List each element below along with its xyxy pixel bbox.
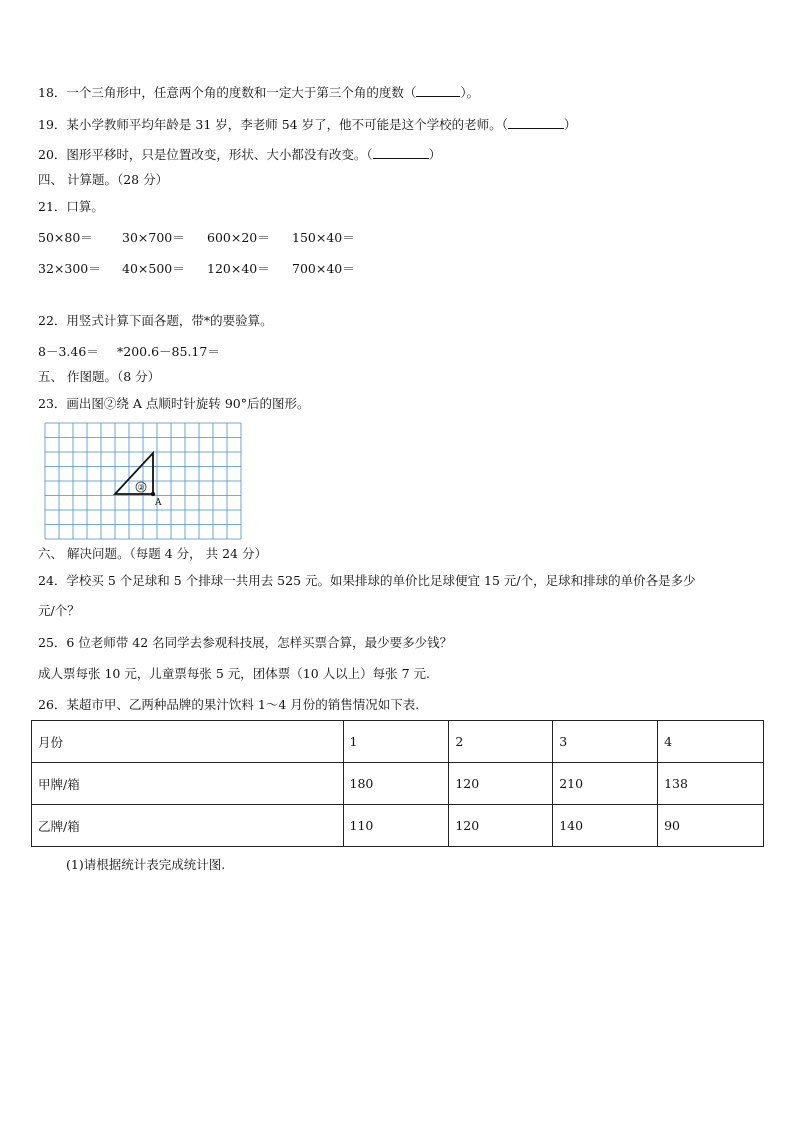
section-6-heading: 六、 解决问题。（每题 4 分， 共 24 分） xyxy=(38,546,267,561)
table-header-cell: 2 xyxy=(449,721,553,763)
question-25-line-2: 成人票每张 10 元，儿童票每张 5 元，团体票（10 人以上）每张 7 元. xyxy=(38,666,431,681)
point-a xyxy=(151,492,155,496)
table-cell: 180 xyxy=(343,763,449,805)
question-20-tail: ） xyxy=(428,147,442,162)
oral-calc-1-2: 30×700＝ xyxy=(122,230,185,245)
question-25-line-1: 25．6 位老师带 42 名同学去参观科技展，怎样买票合算，最少要多少钱？ xyxy=(38,635,453,650)
rotation-grid-figure xyxy=(44,422,242,544)
table-cell: 210 xyxy=(553,763,658,805)
point-a-label: A xyxy=(155,498,162,508)
oral-calc-2-4: 700×40＝ xyxy=(292,261,355,276)
grid-lines xyxy=(45,423,241,539)
table-cell: 120 xyxy=(449,763,553,805)
table-header-cell: 月份 xyxy=(32,721,344,763)
table-cell: 140 xyxy=(553,805,658,847)
table-cell: 120 xyxy=(449,805,553,847)
question-18-text: 18．一个三角形中，任意两个角的度数和一定大于第三个角的度数（ xyxy=(38,85,417,100)
table-row xyxy=(32,763,764,805)
question-26-sub-1: (1)请根据统计表完成统计图. xyxy=(66,857,226,872)
table-header-cell: 3 xyxy=(553,721,658,763)
oral-calc-1-3: 600×20＝ xyxy=(207,230,270,245)
question-21: 21．口算。 xyxy=(38,199,104,214)
question-18-tail: ）。 xyxy=(460,85,480,100)
answer-blank-20[interactable] xyxy=(373,146,429,159)
question-23: 23．画出图②绕 A 点顺时针旋转 90°后的图形。 xyxy=(38,396,310,411)
question-26: 26．某超市甲、乙两种品牌的果汁饮料 1～4 月份的销售情况如下表. xyxy=(38,697,420,712)
section-4-heading: 四、 计算题。（28 分） xyxy=(38,172,169,187)
table-cell: 110 xyxy=(343,805,449,847)
table-header-row xyxy=(32,721,764,763)
oral-calc-2-1: 32×300＝ xyxy=(38,261,101,276)
question-20 xyxy=(38,146,441,163)
oral-calc-2-2: 40×500＝ xyxy=(122,261,185,276)
question-19-text: 19．某小学教师平均年龄是 31 岁，李老师 54 岁了，他不可能是这个学校的老师。（ xyxy=(38,117,508,132)
oral-calc-2-3: 120×40＝ xyxy=(207,261,270,276)
question-18 xyxy=(38,84,479,101)
table-cell: 90 xyxy=(658,805,764,847)
grid-svg xyxy=(44,422,242,540)
oral-calc-1-4: 150×40＝ xyxy=(292,230,355,245)
table-cell: 138 xyxy=(658,763,764,805)
question-19-tail: ） xyxy=(563,117,577,132)
sales-table xyxy=(31,720,764,847)
shape-label: ② xyxy=(137,483,145,492)
table-cell: 甲牌/箱 xyxy=(32,763,344,805)
table-cell: 乙牌/箱 xyxy=(32,805,344,847)
question-24-line-2: 元/个？ xyxy=(38,603,80,618)
written-calc-1: 8－3.46＝ xyxy=(38,344,99,359)
question-24-line-1: 24．学校买 5 个足球和 5 个排球一共用去 525 元。如果排球的单价比足球便宜 15 元/个，足球和排球的单价各是多少 xyxy=(38,573,696,588)
question-19 xyxy=(38,116,576,133)
answer-blank-18[interactable] xyxy=(416,84,460,97)
question-20-text: 20．图形平移时，只是位置改变，形状、大小都没有改变。（ xyxy=(38,147,373,162)
written-calc-2: *200.6－85.17＝ xyxy=(117,344,220,359)
section-5-heading: 五、 作图题。（8 分） xyxy=(38,369,161,384)
table-row xyxy=(32,805,764,847)
triangle-shape-2 xyxy=(115,453,153,494)
table-header-cell: 4 xyxy=(658,721,764,763)
oral-calc-1-1: 50×80＝ xyxy=(38,230,93,245)
table-header-cell: 1 xyxy=(343,721,449,763)
answer-blank-19[interactable] xyxy=(508,116,564,129)
question-22: 22．用竖式计算下面各题，带*的要验算。 xyxy=(38,313,273,328)
